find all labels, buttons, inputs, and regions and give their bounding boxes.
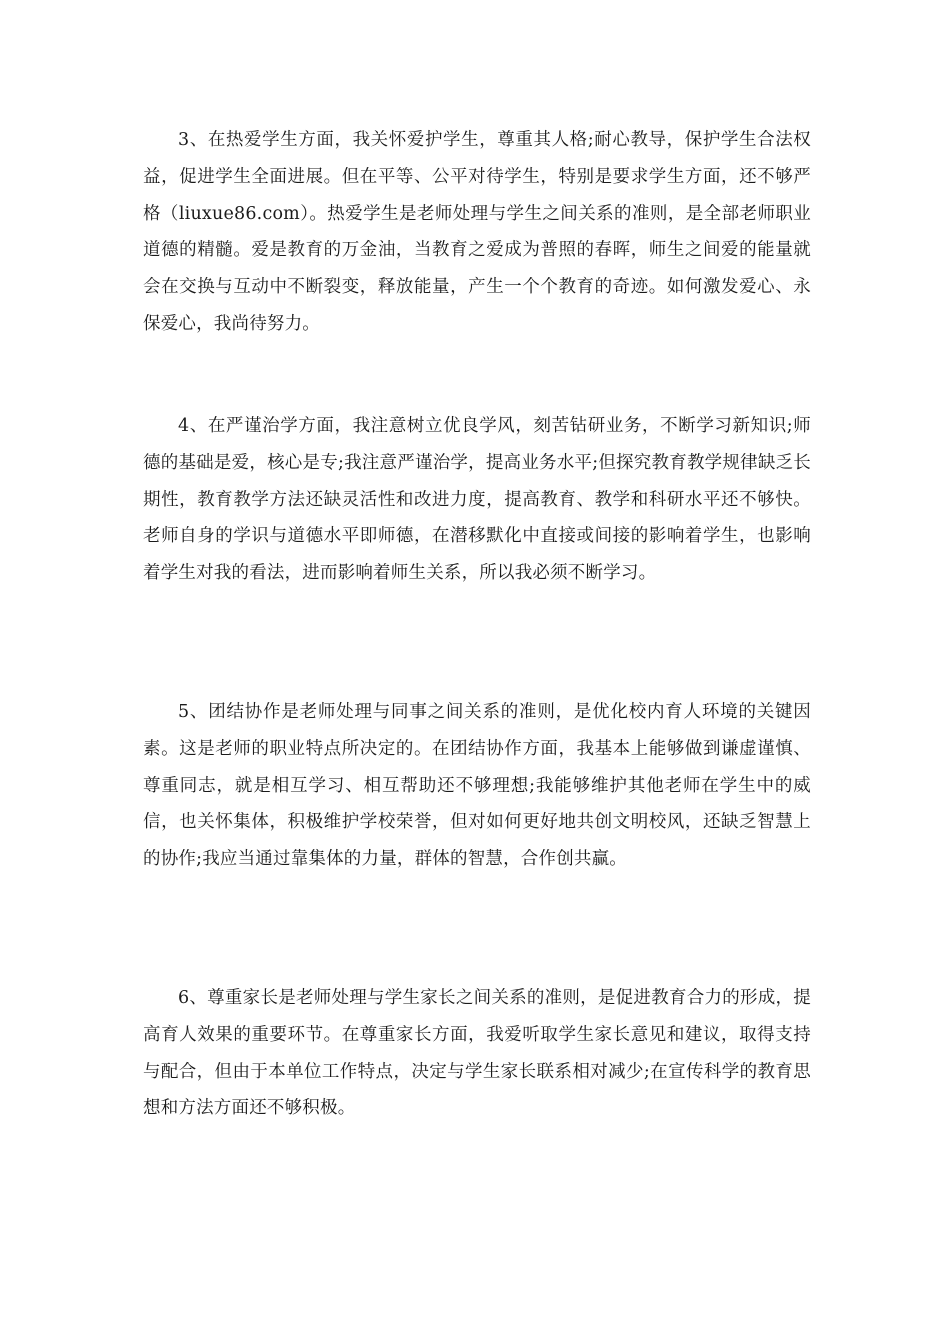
paragraph-6-respect-parents: 6、尊重家长是老师处理与学生家长之间关系的准则，是促进教育合力的形成，提高育人效果的重要环节。在尊重家长方面，我爱听取学生家长意见和建议，取得支持与配合，但由于本单位工作特点，决定与学生家长联系相对减少;在宣传科学的教育思想和方法方面还不够积极。 — [143, 988, 811, 1119]
paragraph-5-teamwork: 5、团结协作是老师处理与同事之间关系的准则，是优化校内育人环境的关键因素。这是老师的职业特点所决定的。在团结协作方面，我基本上能够做到谦虚谨慎、尊重同志，就是相互学习、相互帮助还不够理想;我能够维护其他老师在学生中的威信，也关怀集体，积极维护学校荣誉，但对如何更好地共创文明校风，还缺乏智慧上的协作;我应当通过靠集体的力量，群体的智慧，合作创共赢。 — [143, 702, 811, 870]
paragraph-3-student-love: 3、在热爱学生方面，我关怀爱护学生，尊重其人格;耐心教导，保护学生合法权益，促进学生全面进展。但在平等、公平对待学生，特别是要求学生方面，还不够严格（liuxue86.com）。热爱学生是老师处理与学生之间关系的准则，是全部老师职业道德的精髓。爱是教育的万金油，当教育之爱成为普照的春晖，师生之间爱的能量就会在交换与互动中不断裂变，释放能量，产生一个个教育的奇迹。如何激发爱心、永保爱心，我尚待努力。 — [143, 130, 811, 334]
paragraph-4-rigorous-study: 4、在严谨治学方面，我注意树立优良学风，刻苦钻研业务，不断学习新知识;师德的基础是爱，核心是专;我注意严谨治学，提高业务水平;但探究教育教学规律缺乏长期性，教育教学方法还缺灵活性和改进力度，提高教育、教学和科研水平还不够快。老师自身的学识与道德水平即师德，在潜移默化中直接或间接的影响着学生，也影响着学生对我的看法，进而影响着师生关系，所以我必须不断学习。 — [143, 416, 811, 584]
